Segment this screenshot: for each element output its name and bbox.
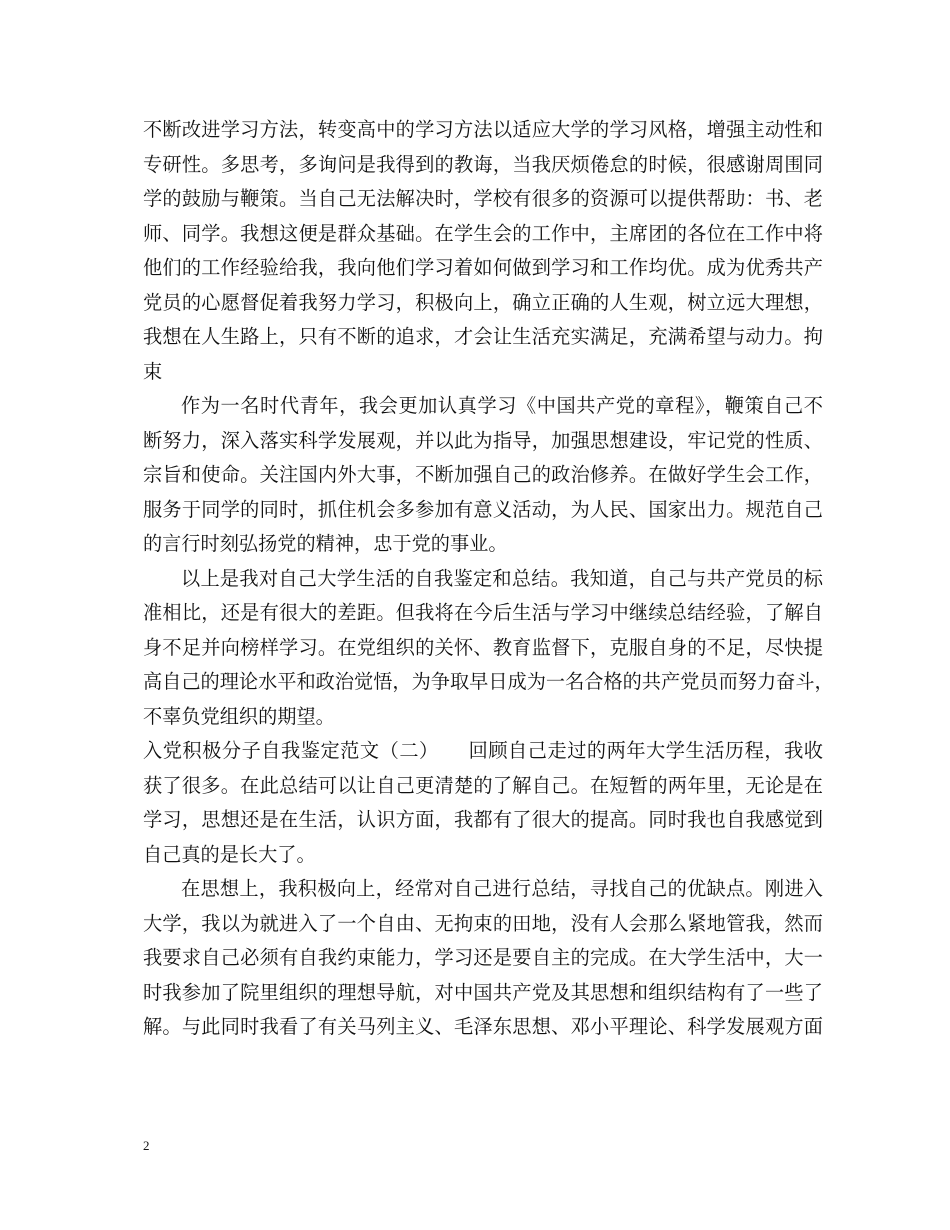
text-line: 宗旨和使命。关注国内外大事，不断加强自己的政治修养。在做好学生会工作，: [143, 463, 823, 486]
text-line: 准相比，还是有很大的差距。但我将在今后生活与学习中继续总结经验，了解自: [143, 601, 823, 624]
text-line: 身不足并向榜样学习。在党组织的关怀、教育监督下，克服自身的不足，尽快提: [143, 635, 823, 659]
text-line: 他们的工作经验给我，我向他们学习着如何做到学习和工作均优。成为优秀共产: [143, 256, 823, 279]
text-line: 服务于同学的同时，抓住机会多参加有意义活动，为人民、国家出力。规范自己: [143, 497, 823, 521]
text-line: 我想在人生路上，只有不断的追求，才会让生活充实满足，充满希望与动力。拘: [143, 325, 823, 348]
text-line: 大学，我以为就进入了一个自由、无拘束的田地，没有人会那么紧地管我，然而: [143, 911, 823, 935]
text-line: 获了很多。在此总结可以让自己更清楚的了解自己。在短暂的两年里，无论是在: [143, 773, 823, 797]
text-line: 不辜负党组织的期望。: [143, 704, 335, 728]
text-line: 解。与此同时我看了有关马列主义、毛泽东思想、邓小平理论、科学发展观方面: [143, 1015, 823, 1038]
text-line: 党员的心愿督促着我努力学习，积极向上，确立正确的人生观，树立远大理想，: [143, 290, 823, 314]
document-body: [143, 113, 834, 1045]
text-line: 以上是我对自己大学生活的自我鉴定和总结。我知道，自己与共产党员的标: [181, 566, 823, 590]
text-line: 不断改进学习方法，转变高中的学习方法以适应大学的学习风格，增强主动性和: [143, 118, 823, 141]
text-line: 时我参加了院里组织的理想导航，对中国共产党及其思想和组织结构有了一些了: [143, 980, 823, 1004]
text-line: 我要求自己必须有自我约束能力，学习还是要自主的完成。在大学生活中，大一: [143, 946, 823, 969]
text-line: 学的鼓励与鞭策。当自己无法解决时，学校有很多的资源可以提供帮助：书、老: [143, 187, 823, 210]
text-line: 断努力，深入落实科学发展观，并以此为指导，加强思想建设，牢记党的性质、: [143, 428, 823, 452]
text-line: 学习，思想还是在生活，认识方面，我都有了很大的提高。同时我也自我感觉到: [143, 808, 823, 831]
text-line: 在思想上，我积极向上，经常对自己进行总结，寻找自己的优缺点。刚进入: [181, 877, 823, 900]
text-line: 高自己的理论水平和政治觉悟，为争取早日成为一名合格的共产党员而努力奋斗，: [143, 670, 834, 693]
text-line: 的言行时刻弘扬党的精神，忠于党的事业。: [143, 532, 508, 555]
page-number: 2: [143, 1138, 150, 1153]
text-line: 作为一名时代青年，我会更加认真学习《中国共产党的章程》，鞭策自己不: [181, 394, 823, 417]
text-line: 自己真的是长大了。: [143, 842, 316, 866]
text-line: 入党积极分子自我鉴定范文（二） 回顾自己走过的两年大学生活历程，我收: [143, 739, 823, 762]
text-line: 束: [143, 359, 163, 383]
text-line: 师、同学。我想这便是群众基础。在学生会的工作中，主席团的各位在工作中将: [143, 221, 823, 245]
text-line: 专研性。多思考，多询问是我得到的教诲，当我厌烦倦怠的时候，很感谢周围同: [143, 152, 823, 176]
